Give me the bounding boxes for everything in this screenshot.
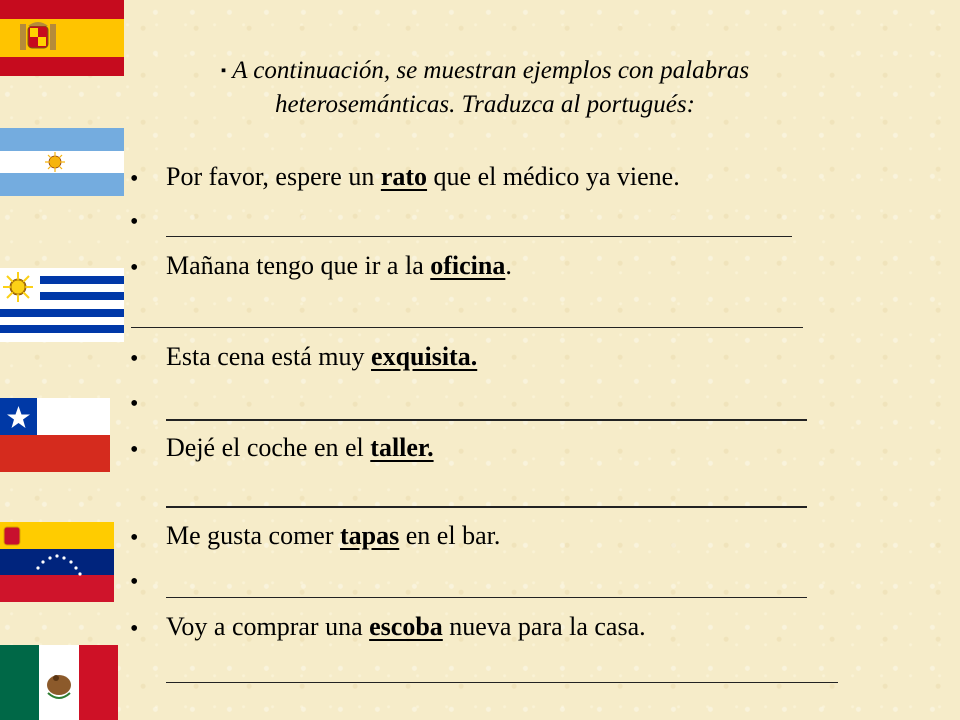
answer-blank[interactable] (166, 419, 807, 421)
header-line-1: A continuación, se muestran ejemplos con palabras (232, 57, 750, 84)
answer-blank[interactable] (166, 236, 792, 237)
bullet-icon: • (130, 525, 139, 551)
sentence-5 (166, 521, 500, 551)
sentence-text: que el médico ya viene. (427, 162, 680, 191)
keyword: escoba (369, 612, 443, 641)
keyword: exquisita. (371, 342, 478, 371)
sentence-text: en el bar. (399, 521, 501, 550)
sentence-6 (166, 612, 646, 642)
sentence-text: nueva para la casa. (442, 612, 646, 641)
venezuela-flag (0, 522, 124, 602)
sentence-text: Dejé el coche en el (166, 433, 371, 462)
sentence-3 (166, 342, 477, 372)
bullet-icon: • (130, 569, 139, 595)
keyword: tapas (340, 521, 400, 550)
sentence-4 (166, 433, 434, 463)
bullet-icon: • (130, 616, 139, 642)
answer-blank[interactable] (166, 506, 807, 508)
uruguay-flag (0, 268, 124, 342)
bullet-icon: • (130, 209, 139, 235)
sentence-text: Por favor, espere un (166, 162, 381, 191)
mexico-flag (0, 645, 124, 720)
argentina-flag (0, 128, 124, 196)
sentence-text: Me gusta comer (166, 521, 341, 550)
header-line-2: heterosemánticas. Traduzca al portugués: (275, 91, 695, 118)
sentence-text: Voy a comprar una (166, 612, 370, 641)
bullet-icon: • (130, 346, 139, 372)
spain-flag (0, 0, 124, 76)
keyword: taller. (370, 433, 434, 462)
instructions-header (130, 54, 840, 121)
sentence-1 (166, 162, 680, 192)
sentence-text: Esta cena está muy (166, 342, 372, 371)
answer-blank[interactable] (166, 682, 838, 683)
sentence-2 (166, 251, 512, 281)
sentence-text: . (505, 251, 512, 280)
keyword: rato (380, 162, 428, 191)
bullet-icon: • (130, 437, 139, 463)
sentence-text: Mañana tengo que ir a la (166, 251, 431, 280)
square-bullet-icon: ▪ (220, 63, 227, 79)
bullet-icon: • (130, 255, 139, 281)
bullet-icon: • (130, 166, 139, 192)
chile-flag (0, 398, 124, 472)
keyword: oficina (430, 251, 506, 280)
answer-blank[interactable] (166, 597, 807, 598)
bullet-icon: • (130, 391, 139, 417)
answer-blank[interactable] (131, 327, 803, 328)
